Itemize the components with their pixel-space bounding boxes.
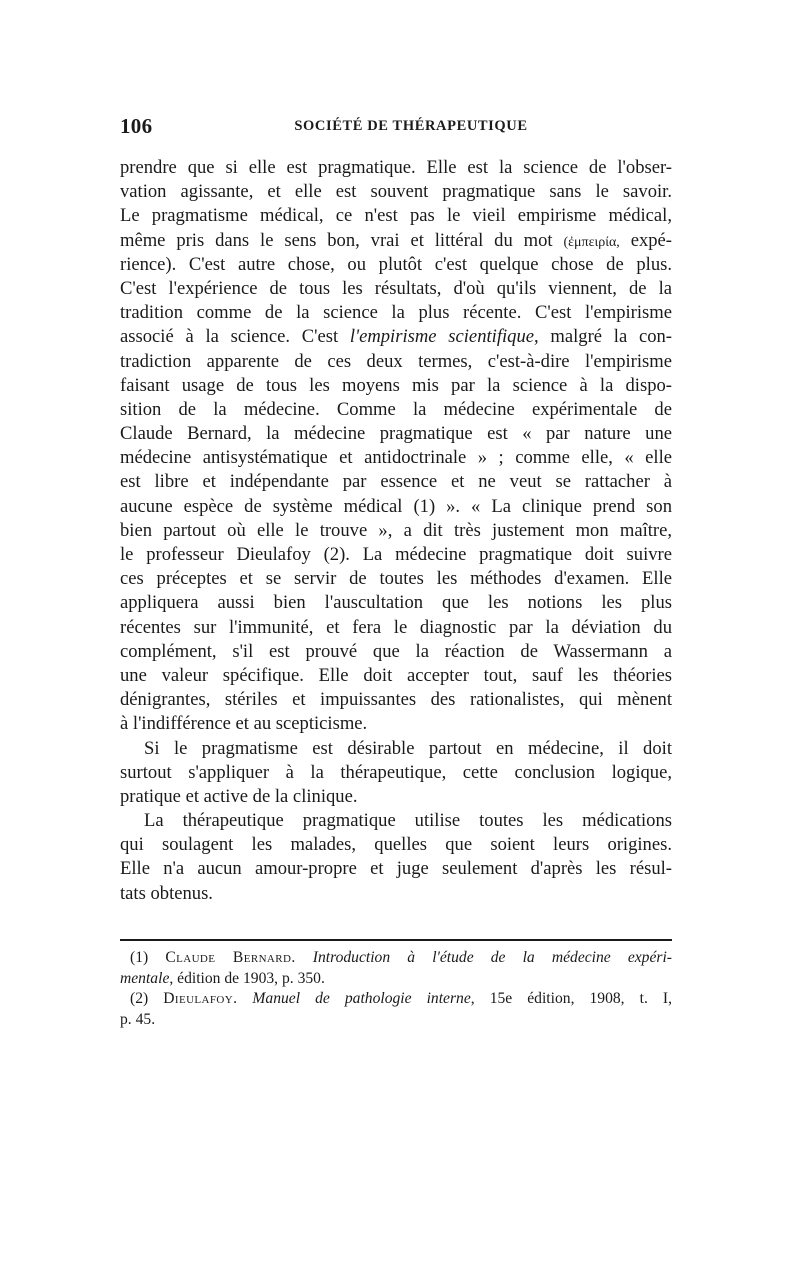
running-head [120, 114, 672, 144]
text-line: dénigrantes, stériles et impuissantes des rationalistes, qui mènent [120, 689, 672, 711]
text-line: Elle n'a aucun amour-propre et juge seulement d'après les résul- [120, 858, 672, 880]
text-line: le professeur Dieulafoy (2). La médecine pragmatique doit suivre [120, 544, 672, 565]
text-line: à l'indifférence et au scepticisme. [120, 713, 368, 735]
text-line: récentes sur l'immunité, et fera le diagnostic par la déviation du [120, 616, 672, 638]
italic-phrase: l'empirisme scientifique [349, 326, 534, 348]
text-line: Si le pragmatisme est désirable partout en médecine, il doit [144, 737, 672, 759]
footnote-mark: (2) [130, 990, 164, 1007]
text-line [120, 325, 672, 349]
text-line: surtout s'appliquer à la thérapeutique, cette conclusion logique, [120, 761, 672, 783]
text-line-end: expé- [619, 229, 672, 251]
footnote-1 [120, 948, 672, 969]
text-line [120, 229, 672, 253]
page-number: 106 [120, 114, 153, 138]
text-line: faisant usage de tous les moyens mis par la science à la dispo- [120, 374, 672, 396]
footnote-details: , 15e édition, 1908, t. I, [470, 990, 672, 1007]
footnote-author: Claude Bernard. [165, 949, 296, 966]
text-line: rience). C'est autre chose, ou plutôt c'est quelque chose de plus. [120, 253, 672, 275]
text-line-start: même pris dans le sens bon, vrai et littéral du mot [120, 229, 564, 251]
running-title: SOCIÉTÉ DE THÉRAPEUTIQUE [294, 118, 528, 134]
text-line: sition de la médecine. Comme la médecine expérimentale de [120, 398, 672, 420]
text-line: qui soulagent les malades, quelles que soient leurs origines. [120, 834, 672, 856]
text-line: aucune espèce de système médical (1) ». « La clinique prend son [120, 495, 672, 517]
footnote-title: mentale [120, 969, 170, 987]
footnotes [120, 948, 672, 1030]
body-text [120, 156, 672, 906]
text-line: Claude Bernard, la médecine pragmatique est « par nature une [120, 423, 672, 445]
footnote-author: Dieulafoy. [163, 990, 238, 1007]
text-line: bien partout où elle le trouve », a dit très justement mon maître, [120, 519, 672, 541]
footnote-rule [120, 939, 672, 941]
text-line: est libre et indépendante par essence et ne veut se rattacher à [120, 471, 672, 493]
text-line-end: , malgré la con- [534, 326, 672, 348]
text-line: vation agissante, et elle est souvent pragmatique sans le savoir. [120, 181, 672, 203]
greek-word: (ἐμπειρία, [563, 234, 620, 250]
footnote-2 [120, 989, 672, 1010]
text-line: Le pragmatisme médical, ce n'est pas le vieil empirisme médical, [120, 205, 672, 227]
footnote-2-continued: p. 45. [120, 1010, 156, 1028]
text-line: appliquera aussi bien l'auscultation que les notions les plus [120, 592, 672, 614]
text-line: tradiction apparente de ces deux termes, c'est-à-dire l'empirisme [120, 350, 672, 372]
text-line: une valeur spécifique. Elle doit accepter tout, sauf les théories [120, 664, 672, 686]
footnote-title: Introduction à l'étude de la médecine expéri- [295, 949, 672, 966]
footnote-details: , édition de 1903, p. 350. [169, 969, 325, 987]
footnote-mark: (1) [130, 949, 166, 966]
text-line: La thérapeutique pragmatique utilise toutes les médications [144, 810, 672, 832]
text-line: pratique et active de la clinique. [120, 785, 358, 807]
text-line: prendre que si elle est pragmatique. Elle est la science de l'obser- [120, 157, 672, 178]
text-line: complément, s'il est prouvé que la réaction de Wassermann a [120, 640, 672, 662]
footnote-title: Manuel de pathologie interne [237, 990, 471, 1007]
text-line: tats obtenus. [120, 882, 213, 904]
footnote-1-continued [120, 969, 672, 990]
text-line: tradition comme de la science la plus récente. C'est l'empirisme [120, 302, 672, 324]
text-line: médecine antisystématique et antidoctrinale » ; comme elle, « elle [120, 447, 672, 469]
text-line: ces préceptes et se servir de toutes les méthodes d'examen. Elle [120, 568, 672, 590]
text-line: C'est l'expérience de tous les résultats, d'où qu'ils viennent, de la [120, 277, 672, 299]
text-line-start: associé à la science. C'est [120, 326, 350, 348]
